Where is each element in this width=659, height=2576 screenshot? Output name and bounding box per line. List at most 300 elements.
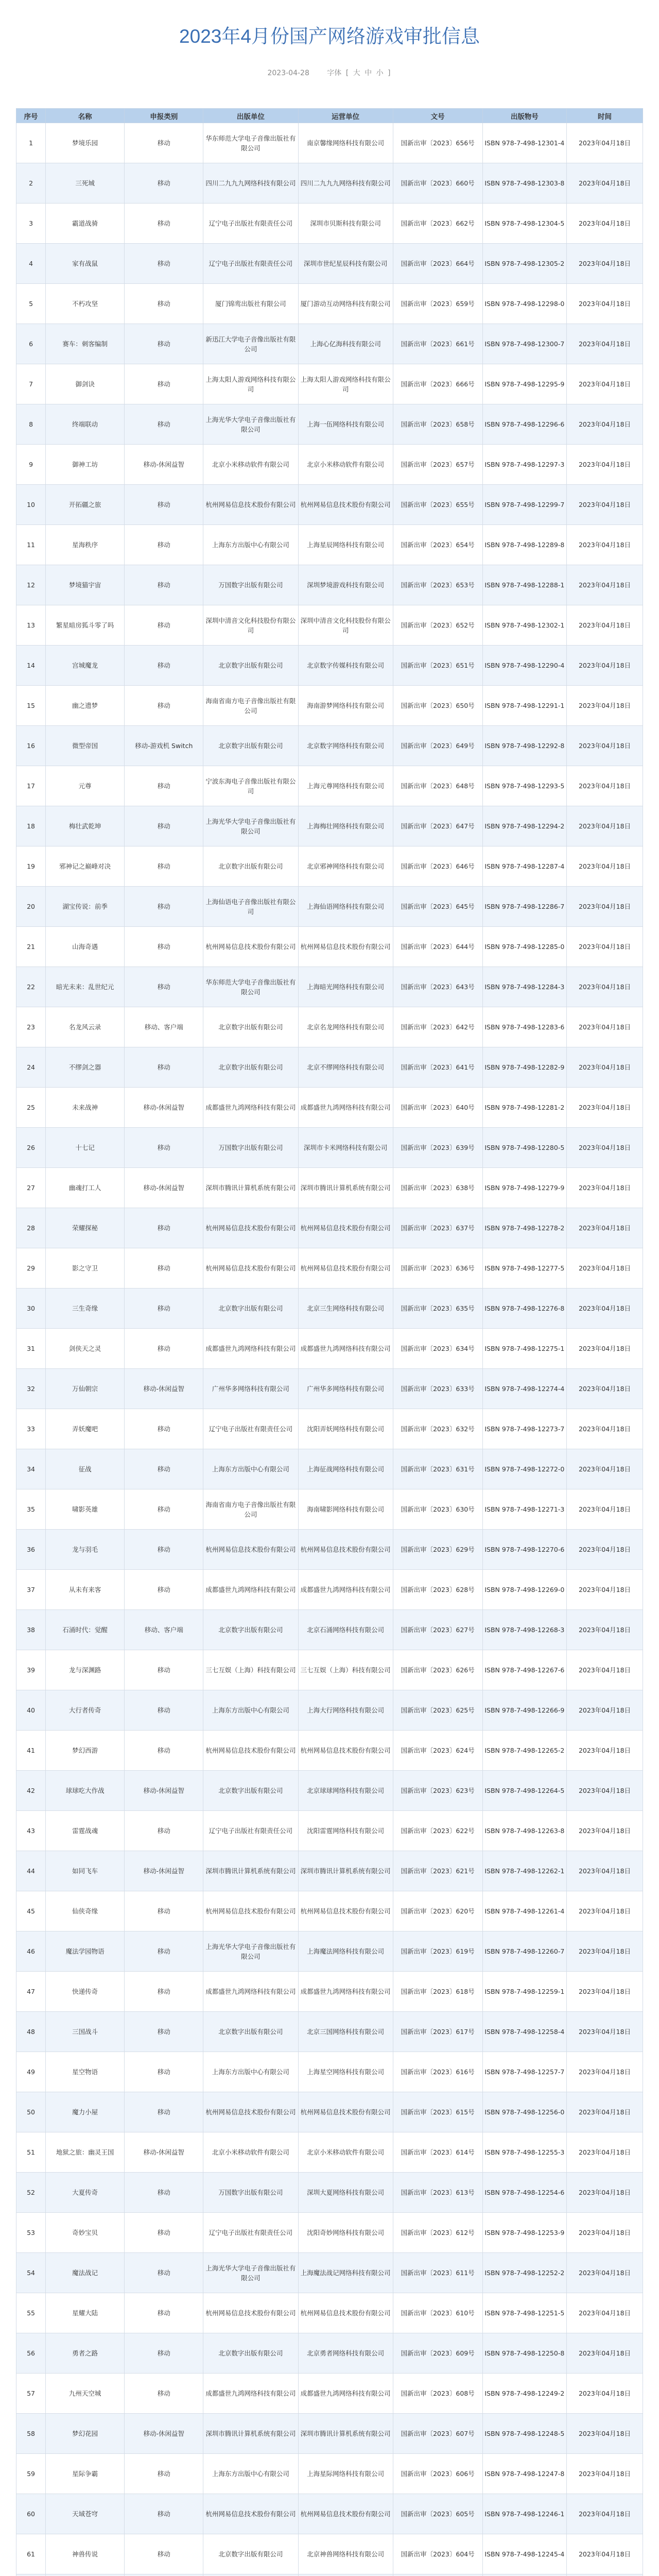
publisher-cell: 杭州网易信息技术股份有限公司 bbox=[203, 2293, 298, 2333]
publication-number-cell: ISBN 978-7-498-12246-1 bbox=[482, 2494, 566, 2534]
operator-cell: 三七互娱（上海）科技有限公司 bbox=[298, 1650, 393, 1690]
publication-number-cell: ISBN 978-7-498-12257-7 bbox=[482, 2052, 566, 2092]
row-index-cell: 56 bbox=[16, 2333, 46, 2374]
publication-number-cell: ISBN 978-7-498-12284-3 bbox=[482, 967, 566, 1007]
row-index-cell: 55 bbox=[16, 2293, 46, 2333]
row-index-cell: 41 bbox=[16, 1731, 46, 1771]
publication-number-cell: ISBN 978-7-498-12281-2 bbox=[482, 1088, 566, 1128]
game-name-cell: 龙与羽毛 bbox=[46, 1530, 125, 1570]
row-index-cell: 6 bbox=[16, 324, 46, 364]
game-name-cell: 星海秩序 bbox=[46, 525, 125, 565]
approval-number-cell: 国新出审〔2023〕627号 bbox=[393, 1610, 482, 1650]
approval-date-cell: 2023年04月18日 bbox=[567, 2454, 643, 2494]
approval-number-cell: 国新出审〔2023〕608号 bbox=[393, 2374, 482, 2414]
operator-cell: 杭州网易信息技术股份有限公司 bbox=[298, 2494, 393, 2534]
game-name-cell: 如同飞车 bbox=[46, 1851, 125, 1891]
publication-number-cell: ISBN 978-7-498-12294-2 bbox=[482, 806, 566, 846]
game-name-cell: 星际争霸 bbox=[46, 2454, 125, 2494]
table-row bbox=[16, 2253, 643, 2293]
publisher-cell: 四川二九九九网络科技有限公司 bbox=[203, 163, 298, 204]
row-index-cell: 2 bbox=[16, 163, 46, 204]
declare-category-cell: 移动 bbox=[125, 2253, 203, 2293]
declare-category-cell: 移动-休闲益智 bbox=[125, 1851, 203, 1891]
table-header bbox=[16, 109, 643, 123]
approval-date-cell: 2023年04月18日 bbox=[567, 1489, 643, 1530]
table-row bbox=[16, 806, 643, 846]
table-row bbox=[16, 1690, 643, 1731]
publisher-cell: 深圳中清音文化科技股份有限公司 bbox=[203, 605, 298, 646]
game-name-cell: 大行者传奇 bbox=[46, 1690, 125, 1731]
declare-category-cell bbox=[125, 2574, 203, 2576]
publish-date: 2023-04-28 bbox=[267, 69, 309, 77]
publication-number-cell: ISBN 978-7-498-12252-2 bbox=[482, 2253, 566, 2293]
table-row bbox=[16, 1530, 643, 1570]
approval-number-cell: 国新出审〔2023〕639号 bbox=[393, 1128, 482, 1168]
publication-number-cell: ISBN 978-7-498-12304-5 bbox=[482, 204, 566, 244]
publication-number-cell bbox=[482, 2574, 566, 2576]
declare-category-cell: 移动 bbox=[125, 686, 203, 726]
game-name-cell: 终端联动 bbox=[46, 404, 125, 445]
header-col-name: 名称 bbox=[46, 109, 125, 123]
game-name-cell: 赛车：刺客编制 bbox=[46, 324, 125, 364]
operator-cell: 海南游梦网络科技有限公司 bbox=[298, 686, 393, 726]
approval-date-cell: 2023年04月18日 bbox=[567, 1248, 643, 1289]
row-index-cell: 20 bbox=[16, 887, 46, 927]
publication-number-cell: ISBN 978-7-498-12300-7 bbox=[482, 324, 566, 364]
approval-date-cell: 2023年04月18日 bbox=[567, 1931, 643, 1972]
publication-number-cell: ISBN 978-7-498-12299-7 bbox=[482, 485, 566, 525]
game-name-cell: 万仙朝宗 bbox=[46, 1369, 125, 1409]
operator-cell: 杭州网易信息技术股份有限公司 bbox=[298, 485, 393, 525]
operator-cell: 北京名龙网络科技有限公司 bbox=[298, 1007, 393, 1047]
approval-number-cell: 国新出审〔2023〕635号 bbox=[393, 1289, 482, 1329]
publisher-cell: 辽宁电子出版社有限责任公司 bbox=[203, 1409, 298, 1449]
publication-number-cell: ISBN 978-7-498-12273-7 bbox=[482, 1409, 566, 1449]
declare-category-cell: 移动 bbox=[125, 1570, 203, 1610]
game-name-cell: 宫城魔龙 bbox=[46, 646, 125, 686]
approval-number-cell: 国新出审〔2023〕632号 bbox=[393, 1409, 482, 1449]
operator-cell: 上海征战网络科技有限公司 bbox=[298, 1449, 393, 1489]
declare-category-cell: 移动、客户端 bbox=[125, 1007, 203, 1047]
row-index-cell: 35 bbox=[16, 1489, 46, 1530]
table-row bbox=[16, 1007, 643, 1047]
publication-number-cell: ISBN 978-7-498-12305-2 bbox=[482, 244, 566, 284]
declare-category-cell: 移动-休闲益智 bbox=[125, 1771, 203, 1811]
operator-cell: 成都盛世九鸿网络科技有限公司 bbox=[298, 1972, 393, 2012]
approval-date-cell: 2023年04月18日 bbox=[567, 686, 643, 726]
game-name-cell: 邪神记之巅峰对决 bbox=[46, 846, 125, 887]
operator-cell: 上海梅壮网络科技有限公司 bbox=[298, 806, 393, 846]
publisher-cell: 宁波东海电子音像出版社有限公司 bbox=[203, 766, 298, 806]
declare-category-cell: 移动 bbox=[125, 163, 203, 204]
approval-date-cell: 2023年04月18日 bbox=[567, 204, 643, 244]
publisher-cell: 成都盛世九鸿网络科技有限公司 bbox=[203, 2374, 298, 2414]
game-name-cell: 十七记 bbox=[46, 1128, 125, 1168]
publisher-cell: 辽宁电子出版社有限责任公司 bbox=[203, 1811, 298, 1851]
font-size-small-button[interactable]: 小 bbox=[376, 69, 384, 77]
table-row bbox=[16, 1650, 643, 1690]
declare-category-cell: 移动 bbox=[125, 1731, 203, 1771]
declare-category-cell: 移动 bbox=[125, 766, 203, 806]
table-row bbox=[16, 2092, 643, 2132]
table-row bbox=[16, 1931, 643, 1972]
publication-number-cell: ISBN 978-7-498-12258-4 bbox=[482, 2012, 566, 2052]
table-row bbox=[16, 1771, 643, 1811]
table-body bbox=[16, 123, 643, 2576]
publication-number-cell: ISBN 978-7-498-12247-8 bbox=[482, 2454, 566, 2494]
game-name-cell: 梅壮武乾坤 bbox=[46, 806, 125, 846]
publisher-cell: 北京小米移动软件有限公司 bbox=[203, 2132, 298, 2173]
publisher-cell: 北京数字出版有限公司 bbox=[203, 846, 298, 887]
publisher-cell: 上海光华大学电子音像出版社有限公司 bbox=[203, 806, 298, 846]
approval-number-cell: 国新出审〔2023〕655号 bbox=[393, 485, 482, 525]
font-size-medium-button[interactable]: 中 bbox=[365, 69, 372, 77]
table-row bbox=[16, 2132, 643, 2173]
approval-number-cell: 国新出审〔2023〕610号 bbox=[393, 2293, 482, 2333]
publisher-cell: 成都盛世九鸿网络科技有限公司 bbox=[203, 1972, 298, 2012]
declare-category-cell: 移动 bbox=[125, 927, 203, 967]
approval-date-cell: 2023年04月18日 bbox=[567, 1208, 643, 1248]
operator-cell: 沈阳雷霆网络科技有限公司 bbox=[298, 1811, 393, 1851]
row-index-cell: 31 bbox=[16, 1329, 46, 1369]
row-index-cell: 24 bbox=[16, 1047, 46, 1088]
publication-number-cell: ISBN 978-7-498-12262-1 bbox=[482, 1851, 566, 1891]
font-size-bracket-open: [ bbox=[345, 69, 349, 77]
declare-category-cell: 移动 bbox=[125, 2534, 203, 2574]
publication-number-cell: ISBN 978-7-498-12256-0 bbox=[482, 2092, 566, 2132]
declare-category-cell: 移动 bbox=[125, 2173, 203, 2213]
game-name-cell: 勇者之路 bbox=[46, 2333, 125, 2374]
header-col-publisher: 出版单位 bbox=[203, 109, 298, 123]
publisher-cell: 上海太阳人游戏网络科技有限公司 bbox=[203, 364, 298, 404]
publication-number-cell: ISBN 978-7-498-12259-1 bbox=[482, 1972, 566, 2012]
publisher-cell: 杭州网易信息技术股份有限公司 bbox=[203, 2092, 298, 2132]
row-index-cell: 30 bbox=[16, 1289, 46, 1329]
approval-number-cell: 国新出审〔2023〕631号 bbox=[393, 1449, 482, 1489]
operator-cell: 北京勇者网络科技有限公司 bbox=[298, 2333, 393, 2374]
approval-number-cell: 国新出审〔2023〕651号 bbox=[393, 646, 482, 686]
approval-date-cell: 2023年04月18日 bbox=[567, 565, 643, 605]
declare-category-cell: 移动 bbox=[125, 2374, 203, 2414]
approval-number-cell: 国新出审〔2023〕652号 bbox=[393, 605, 482, 646]
operator-cell: 北京三国网络科技有限公司 bbox=[298, 2012, 393, 2052]
declare-category-cell: 移动 bbox=[125, 2012, 203, 2052]
approval-date-cell: 2023年04月18日 bbox=[567, 927, 643, 967]
table-row bbox=[16, 1047, 643, 1088]
row-index-cell: 45 bbox=[16, 1891, 46, 1931]
approval-date-cell: 2023年04月18日 bbox=[567, 1449, 643, 1489]
approval-date-cell: 2023年04月18日 bbox=[567, 2253, 643, 2293]
publication-number-cell: ISBN 978-7-498-12261-4 bbox=[482, 1891, 566, 1931]
publisher-cell: 北京小米移动软件有限公司 bbox=[203, 445, 298, 485]
table-row bbox=[16, 284, 643, 324]
operator-cell: 杭州网易信息技术股份有限公司 bbox=[298, 2092, 393, 2132]
approval-date-cell: 2023年04月18日 bbox=[567, 2333, 643, 2374]
operator-cell: 杭州网易信息技术股份有限公司 bbox=[298, 1530, 393, 1570]
declare-category-cell: 移动 bbox=[125, 2454, 203, 2494]
row-index-cell: 10 bbox=[16, 485, 46, 525]
declare-category-cell: 移动 bbox=[125, 1811, 203, 1851]
row-index-cell: 11 bbox=[16, 525, 46, 565]
operator-cell: 北京球球网络科技有限公司 bbox=[298, 1771, 393, 1811]
row-index-cell: 43 bbox=[16, 1811, 46, 1851]
approval-number-cell: 国新出审〔2023〕659号 bbox=[393, 284, 482, 324]
publisher-cell: 厦门锦鸾出版社有限公司 bbox=[203, 284, 298, 324]
row-index-cell: 5 bbox=[16, 284, 46, 324]
publisher-cell: 北京数字出版有限公司 bbox=[203, 646, 298, 686]
approval-number-cell: 国新出审〔2023〕609号 bbox=[393, 2333, 482, 2374]
approval-number-cell: 国新出审〔2023〕611号 bbox=[393, 2253, 482, 2293]
declare-category-cell: 移动-休闲益智 bbox=[125, 1369, 203, 1409]
game-name-cell: 梦境乐园 bbox=[46, 123, 125, 163]
publication-number-cell: ISBN 978-7-498-12279-9 bbox=[482, 1168, 566, 1208]
game-name-cell: 不朽攻坚 bbox=[46, 284, 125, 324]
table-row bbox=[16, 1610, 643, 1650]
approval-date-cell: 2023年04月18日 bbox=[567, 2293, 643, 2333]
publication-number-cell: ISBN 978-7-498-12276-8 bbox=[482, 1289, 566, 1329]
approval-date-cell: 2023年04月18日 bbox=[567, 2092, 643, 2132]
row-index-cell: 60 bbox=[16, 2494, 46, 2534]
approval-number-cell: 国新出审〔2023〕638号 bbox=[393, 1168, 482, 1208]
declare-category-cell: 移动 bbox=[125, 485, 203, 525]
font-size-switcher bbox=[326, 69, 391, 77]
operator-cell: 上海星空网络科技有限公司 bbox=[298, 2052, 393, 2092]
table-row bbox=[16, 646, 643, 686]
row-index-cell: 14 bbox=[16, 646, 46, 686]
approval-number-cell: 国新出审〔2023〕621号 bbox=[393, 1851, 482, 1891]
table-row bbox=[16, 2534, 643, 2574]
publisher-cell: 上海仙语电子音像出版社有限公司 bbox=[203, 887, 298, 927]
table-row bbox=[16, 404, 643, 445]
approval-date-cell: 2023年04月18日 bbox=[567, 967, 643, 1007]
table-row bbox=[16, 1208, 643, 1248]
approval-date-cell: 2023年04月18日 bbox=[567, 1329, 643, 1369]
game-name-cell bbox=[46, 2574, 125, 2576]
approval-date-cell: 2023年04月18日 bbox=[567, 1128, 643, 1168]
approval-number-cell: 国新出审〔2023〕624号 bbox=[393, 1731, 482, 1771]
publication-number-cell: ISBN 978-7-498-12254-6 bbox=[482, 2173, 566, 2213]
row-index-cell: 22 bbox=[16, 967, 46, 1007]
game-name-cell: 仙侠奇缘 bbox=[46, 1891, 125, 1931]
publisher-cell: 海南省南方电子音像出版社有限公司 bbox=[203, 686, 298, 726]
table-row bbox=[16, 1891, 643, 1931]
publication-number-cell: ISBN 978-7-498-12288-1 bbox=[482, 565, 566, 605]
row-index-cell: 27 bbox=[16, 1168, 46, 1208]
table-row bbox=[16, 1570, 643, 1610]
table-row bbox=[16, 1248, 643, 1289]
declare-category-cell: 移动 bbox=[125, 565, 203, 605]
publisher-cell: 上海东方出版中心有限公司 bbox=[203, 1690, 298, 1731]
operator-cell: 北京不缪网络科技有限公司 bbox=[298, 1047, 393, 1088]
approval-number-cell: 国新出审〔2023〕666号 bbox=[393, 364, 482, 404]
approval-date-cell: 2023年04月18日 bbox=[567, 887, 643, 927]
approval-date-cell: 2023年04月18日 bbox=[567, 1811, 643, 1851]
font-size-large-button[interactable]: 大 bbox=[353, 69, 360, 77]
row-index-cell: 54 bbox=[16, 2253, 46, 2293]
approval-date-cell: 2023年04月18日 bbox=[567, 1168, 643, 1208]
game-name-cell: 开拓疆之旅 bbox=[46, 485, 125, 525]
article-meta bbox=[0, 67, 659, 78]
approval-date-cell: 2023年04月18日 bbox=[567, 646, 643, 686]
table-row bbox=[16, 2494, 643, 2534]
row-index-cell: 12 bbox=[16, 565, 46, 605]
approval-date-cell: 2023年04月18日 bbox=[567, 1047, 643, 1088]
publisher-cell: 深圳市腾讯计算机系统有限公司 bbox=[203, 1851, 298, 1891]
approval-date-cell: 2023年04月18日 bbox=[567, 2052, 643, 2092]
header-col-isbn: 出版物号 bbox=[482, 109, 566, 123]
publication-number-cell: ISBN 978-7-498-12280-5 bbox=[482, 1128, 566, 1168]
publication-number-cell: ISBN 978-7-498-12255-3 bbox=[482, 2132, 566, 2173]
game-name-cell: 梦幻西游 bbox=[46, 1731, 125, 1771]
row-index-cell: 9 bbox=[16, 445, 46, 485]
approval-date-cell: 2023年04月18日 bbox=[567, 1369, 643, 1409]
publisher-cell: 辽宁电子出版社有限责任公司 bbox=[203, 204, 298, 244]
approval-date-cell: 2023年04月18日 bbox=[567, 324, 643, 364]
operator-cell: 成都盛世九鸿网络科技有限公司 bbox=[298, 1329, 393, 1369]
publisher-cell: 上海东方出版中心有限公司 bbox=[203, 2052, 298, 2092]
declare-category-cell: 移动 bbox=[125, 204, 203, 244]
publication-number-cell: ISBN 978-7-498-12295-9 bbox=[482, 364, 566, 404]
publisher-cell: 杭州网易信息技术股份有限公司 bbox=[203, 1731, 298, 1771]
declare-category-cell: 移动 bbox=[125, 404, 203, 445]
publisher-cell: 万国数字出版有限公司 bbox=[203, 1128, 298, 1168]
approval-date-cell: 2023年04月18日 bbox=[567, 163, 643, 204]
publication-number-cell: ISBN 978-7-498-12287-4 bbox=[482, 846, 566, 887]
table-row bbox=[16, 887, 643, 927]
table-row bbox=[16, 244, 643, 284]
declare-category-cell: 移动 bbox=[125, 1489, 203, 1530]
publisher-cell: 广州华多网络科技有限公司 bbox=[203, 1369, 298, 1409]
game-name-cell: 星空物语 bbox=[46, 2052, 125, 2092]
approval-number-cell: 国新出审〔2023〕622号 bbox=[393, 1811, 482, 1851]
approval-number-cell: 国新出审〔2023〕650号 bbox=[393, 686, 482, 726]
operator-cell: 四川二九九九网络科技有限公司 bbox=[298, 163, 393, 204]
declare-category-cell: 移动 bbox=[125, 1650, 203, 1690]
operator-cell: 北京邪神网络科技有限公司 bbox=[298, 846, 393, 887]
operator-cell bbox=[298, 2574, 393, 2576]
operator-cell: 上海魔法网络科技有限公司 bbox=[298, 1931, 393, 1972]
row-index-cell: 42 bbox=[16, 1771, 46, 1811]
approval-date-cell: 2023年04月18日 bbox=[567, 2213, 643, 2253]
publisher-cell: 成都盛世九鸿网络科技有限公司 bbox=[203, 1329, 298, 1369]
game-name-cell: 魔法学园物语 bbox=[46, 1931, 125, 1972]
game-name-cell: 元尊 bbox=[46, 766, 125, 806]
declare-category-cell: 移动 bbox=[125, 2092, 203, 2132]
publication-number-cell: ISBN 978-7-498-12249-2 bbox=[482, 2374, 566, 2414]
approval-date-cell: 2023年04月18日 bbox=[567, 445, 643, 485]
game-name-cell: 地狱之旅：幽灵王国 bbox=[46, 2132, 125, 2173]
operator-cell: 沈阳弄妖网络科技有限公司 bbox=[298, 1409, 393, 1449]
declare-category-cell: 移动 bbox=[125, 846, 203, 887]
publisher-cell: 万国数字出版有限公司 bbox=[203, 565, 298, 605]
approval-number-cell: 国新出审〔2023〕612号 bbox=[393, 2213, 482, 2253]
declare-category-cell: 移动 bbox=[125, 1449, 203, 1489]
row-index-cell: 8 bbox=[16, 404, 46, 445]
table-row bbox=[16, 1329, 643, 1369]
row-index-cell: 1 bbox=[16, 123, 46, 163]
approval-number-cell: 国新出审〔2023〕642号 bbox=[393, 1007, 482, 1047]
game-name-cell: 繁星暗房狐斗零了吗 bbox=[46, 605, 125, 646]
publisher-cell bbox=[203, 2574, 298, 2576]
game-name-cell: 球球吃大作战 bbox=[46, 1771, 125, 1811]
operator-cell: 成都盛世九鸿网络科技有限公司 bbox=[298, 1570, 393, 1610]
approval-number-cell: 国新出审〔2023〕614号 bbox=[393, 2132, 482, 2173]
table-row bbox=[16, 204, 643, 244]
declare-category-cell: 移动 bbox=[125, 2333, 203, 2374]
declare-category-cell: 移动 bbox=[125, 1208, 203, 1248]
approval-number-cell: 国新出审〔2023〕617号 bbox=[393, 2012, 482, 2052]
row-index-cell: 40 bbox=[16, 1690, 46, 1731]
row-index-cell bbox=[16, 2574, 46, 2576]
operator-cell: 上海一伍网络科技有限公司 bbox=[298, 404, 393, 445]
approval-table bbox=[16, 108, 643, 2576]
approval-number-cell: 国新出审〔2023〕626号 bbox=[393, 1650, 482, 1690]
game-name-cell: 三国战斗 bbox=[46, 2012, 125, 2052]
approval-number-cell: 国新出审〔2023〕644号 bbox=[393, 927, 482, 967]
publisher-cell: 北京数字出版有限公司 bbox=[203, 2534, 298, 2574]
publisher-cell: 杭州网易信息技术股份有限公司 bbox=[203, 1530, 298, 1570]
row-index-cell: 58 bbox=[16, 2414, 46, 2454]
publication-number-cell: ISBN 978-7-498-12253-9 bbox=[482, 2213, 566, 2253]
declare-category-cell: 移动 bbox=[125, 324, 203, 364]
row-index-cell: 28 bbox=[16, 1208, 46, 1248]
table-row bbox=[16, 445, 643, 485]
table-row bbox=[16, 2293, 643, 2333]
table-row bbox=[16, 605, 643, 646]
publication-number-cell: ISBN 978-7-498-12303-8 bbox=[482, 163, 566, 204]
table-row bbox=[16, 1731, 643, 1771]
approval-date-cell: 2023年04月18日 bbox=[567, 1731, 643, 1771]
operator-cell: 深圳梦境游戏科技有限公司 bbox=[298, 565, 393, 605]
publication-number-cell: ISBN 978-7-498-12268-3 bbox=[482, 1610, 566, 1650]
publisher-cell: 上海东方出版中心有限公司 bbox=[203, 1449, 298, 1489]
header-col-index: 序号 bbox=[16, 109, 46, 123]
game-name-cell: 名龙风云录 bbox=[46, 1007, 125, 1047]
game-name-cell: 神兽传说 bbox=[46, 2534, 125, 2574]
publication-number-cell: ISBN 978-7-498-12245-4 bbox=[482, 2534, 566, 2574]
declare-category-cell: 移动 bbox=[125, 1128, 203, 1168]
declare-category-cell: 移动 bbox=[125, 1931, 203, 1972]
operator-cell: 北京数字网络科技有限公司 bbox=[298, 726, 393, 766]
operator-cell: 上海星际网络科技有限公司 bbox=[298, 2454, 393, 2494]
operator-cell: 上海心亿海科技有限公司 bbox=[298, 324, 393, 364]
row-index-cell: 26 bbox=[16, 1128, 46, 1168]
approval-number-cell: 国新出审〔2023〕654号 bbox=[393, 525, 482, 565]
operator-cell: 上海暗光网络科技有限公司 bbox=[298, 967, 393, 1007]
header-row bbox=[16, 109, 643, 123]
table-row bbox=[16, 1851, 643, 1891]
game-name-cell: 不缪剑之器 bbox=[46, 1047, 125, 1088]
row-index-cell: 52 bbox=[16, 2173, 46, 2213]
publication-number-cell: ISBN 978-7-498-12274-4 bbox=[482, 1369, 566, 1409]
table-row bbox=[16, 163, 643, 204]
game-name-cell: 奇妙宝贝 bbox=[46, 2213, 125, 2253]
operator-cell: 上海星辰网络科技有限公司 bbox=[298, 525, 393, 565]
game-name-cell: 剑侠天之灵 bbox=[46, 1329, 125, 1369]
publication-number-cell: ISBN 978-7-498-12286-7 bbox=[482, 887, 566, 927]
approval-number-cell bbox=[393, 2574, 482, 2576]
game-name-cell: 梦幻花园 bbox=[46, 2414, 125, 2454]
approval-number-cell: 国新出审〔2023〕604号 bbox=[393, 2534, 482, 2574]
approval-date-cell bbox=[567, 2574, 643, 2576]
approval-date-cell: 2023年04月18日 bbox=[567, 1972, 643, 2012]
approval-date-cell: 2023年04月18日 bbox=[567, 244, 643, 284]
operator-cell: 北京小米移动软件有限公司 bbox=[298, 2132, 393, 2173]
game-name-cell: 啸影英雄 bbox=[46, 1489, 125, 1530]
approval-date-cell: 2023年04月18日 bbox=[567, 1610, 643, 1650]
approval-date-cell: 2023年04月18日 bbox=[567, 1690, 643, 1731]
operator-cell: 杭州网易信息技术股份有限公司 bbox=[298, 1731, 393, 1771]
